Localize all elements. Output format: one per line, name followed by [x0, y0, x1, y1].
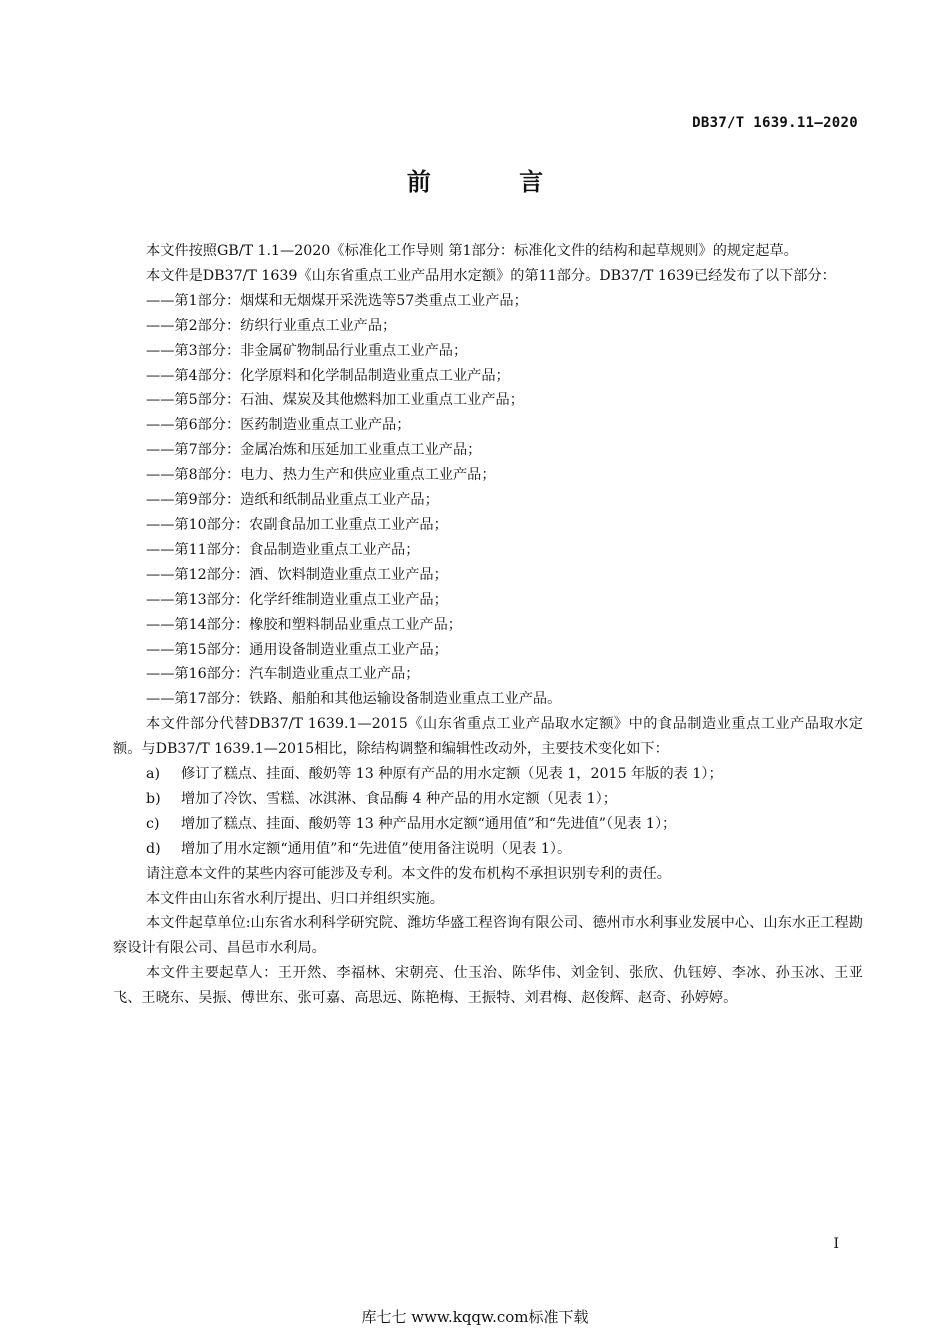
replacement-paragraph: 本文件部分代替DB37/T 1639.1—2015《山东省重点工业产品取水定额》中的食品制造业重点工业产品取水定额。与DB37/T 1639.1—2015相比，除结构调整和编辑性改动外，主要技术变化如下： [113, 716, 863, 758]
intro-paragraph: 本文件是DB37/T 1639《山东省重点工业产品用水定额》的第11部分。DB37/T 1639已经发布了以下部分： [146, 267, 836, 284]
change-text: 修订了糕点、挂面、酸奶等 13 种原有产品的用水定额（见表 1，2015 年版的表 1）； [181, 766, 723, 783]
list-item: ——第11部分：食品制造业重点工业产品； [146, 541, 420, 558]
footer-watermark: 库七七 www.kqqw.com标准下载 [361, 1308, 589, 1326]
list-item: ——第16部分：汽车制造业重点工业产品； [146, 666, 420, 683]
change-label: a) [146, 766, 160, 783]
change-label: c) [146, 815, 160, 832]
page-title: 前 言 [406, 168, 584, 196]
change-text: 增加了冷饮、雪糕、冰淇淋、食品酶 4 种产品的用水定额（见表 1）； [181, 790, 617, 807]
change-text: 增加了糕点、挂面、酸奶等 13 种产品用水定额“通用值”和“先进值”（见表 1）； [181, 815, 677, 832]
list-item: ——第15部分：通用设备制造业重点工业产品； [146, 641, 448, 658]
foreword-body [113, 239, 863, 1011]
change-item [113, 762, 863, 787]
drafting-units-paragraph: 本文件起草单位:山东省水利科学研究院、潍坊华盛工程咨询有限公司、德州市水利事业发展中心、山东水正工程勘察设计有限公司、昌邑市水利局。 [113, 915, 863, 957]
list-item: ——第3部分：非金属矿物制品行业重点工业产品； [146, 342, 468, 359]
list-item: ——第14部分：橡胶和塑料制品业重点工业产品； [146, 616, 462, 633]
drafters-paragraph: 本文件主要起草人：王开然、李福林、宋朝亮、仕玉治、陈华伟、刘金钊、张欣、仇钰婷、李冰、孙玉冰、王亚飞、王晓东、吴振、傅世东、张可嘉、高思远、陈艳梅、王振特、刘君梅、赵俊辉、赵奇、孙婷婷。 [113, 965, 863, 1007]
document-code: DB37/T 1639.11—2020 [692, 115, 858, 131]
list-item: ——第13部分：化学纤维制造业重点工业产品； [146, 591, 448, 608]
list-item: ——第10部分：农副食品加工业重点工业产品； [146, 516, 448, 533]
change-item [113, 812, 863, 837]
list-item: ——第4部分：化学原料和化学制品制造业重点工业产品； [146, 367, 510, 384]
changes-list [113, 762, 863, 862]
list-item: ——第17部分：铁路、船舶和其他运输设备制造业重点工业产品。 [146, 691, 562, 708]
list-item: ——第8部分：电力、热力生产和供应业重点工业产品； [146, 467, 496, 484]
change-label: d) [146, 840, 161, 857]
change-label: b) [146, 790, 161, 807]
list-item: ——第1部分：烟煤和无烟煤开采洗选等57类重点工业产品； [146, 292, 528, 309]
list-item: ——第6部分：医药制造业重点工业产品； [146, 417, 411, 434]
list-item: ——第5部分：石油、煤炭及其他燃料加工业重点工业产品； [146, 392, 524, 409]
change-item [113, 837, 863, 862]
page-number: I [833, 1236, 839, 1252]
list-item: ——第9部分：造纸和纸制品业重点工业产品； [146, 492, 439, 509]
list-item: ——第7部分：金属冶炼和压延加工业重点工业产品； [146, 442, 482, 459]
change-item [113, 787, 863, 812]
patent-notice: 请注意本文件的某些内容可能涉及专利。本文件的发布机构不承担识别专利的责任。 [146, 865, 671, 882]
list-item: ——第12部分：酒、饮料制造业重点工业产品； [146, 566, 448, 583]
change-text: 增加了用水定额“通用值”和“先进值”使用备注说明（见表 1）。 [181, 840, 572, 857]
parts-list [113, 289, 863, 712]
intro-paragraph: 本文件按照GB/T 1.1—2020《标准化工作导则 第1部分：标准化文件的结构和起草规则》的规定起草。 [146, 243, 798, 259]
proposer-paragraph: 本文件由山东省水利厅提出、归口并组织实施。 [146, 890, 444, 907]
list-item: ——第2部分：纺织行业重点工业产品； [146, 317, 397, 334]
